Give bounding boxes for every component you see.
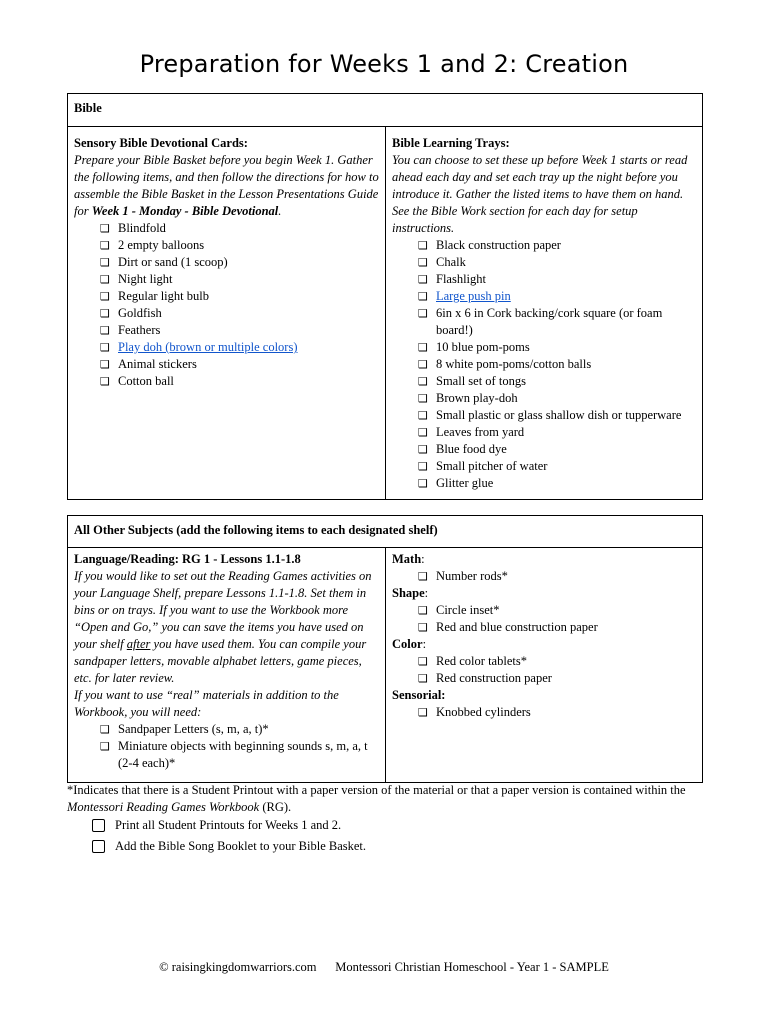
checklist-item [418,458,696,475]
checklist-item [418,704,696,721]
item-link[interactable]: Large push pin [436,289,511,303]
checkbox-icon[interactable]: ❑ [100,740,110,753]
checklist-item [418,619,696,636]
checklist-item [100,271,379,288]
checkbox-icon[interactable]: ❑ [100,723,110,736]
item-label: Animal stickers [118,357,197,371]
page-title: Preparation for Weeks 1 and 2: Creation [139,50,629,78]
item-label: Small plastic or glass shallow dish or tupperware [436,408,682,422]
checklist-item [100,373,379,390]
checklist-item [100,322,379,339]
item-label: Red construction paper [436,671,552,685]
checklist-item [100,356,379,373]
checkbox-icon[interactable]: ❑ [100,358,110,371]
checkbox-icon[interactable]: ❑ [100,375,110,388]
checkbox-icon[interactable]: ❑ [418,621,428,634]
bible-header: Bible [68,94,703,127]
item-label: Small pitcher of water [436,459,548,473]
checklist-item [418,670,696,687]
math-checklist [392,568,696,585]
item-label: Goldfish [118,306,162,320]
item-label: Chalk [436,255,466,269]
asterisk-note [67,782,707,816]
item-label: Dirt or sand (1 scoop) [118,255,228,269]
trays-title: Bible Learning Trays: [392,136,510,150]
checklist-item [100,721,379,738]
note-text: *Indicates that there is a Student Printout with a paper version of the material or that a paper version is contained within the [67,783,686,797]
footer-site: © raisingkingdomwarriors.com [159,960,317,974]
checkbox-icon[interactable]: ❑ [100,256,110,269]
footer-caption: Montessori Christian Homeschool - Year 1 - SAMPLE [335,960,609,974]
checklist-item [418,407,696,424]
checklist-item [418,237,696,254]
devotional-checklist [74,220,379,390]
checklist-item [418,254,696,271]
item-label: Flashlight [436,272,487,286]
checkbox-icon[interactable]: ❑ [418,426,428,439]
checkbox-icon[interactable]: ❑ [418,443,428,456]
item-label: Sandpaper Letters (s, m, a, t)* [118,722,269,736]
checkbox-icon[interactable]: ❑ [418,375,428,388]
checklist-item [418,373,696,390]
color-heading: Color: [392,637,427,651]
checkbox-icon[interactable]: ❑ [418,570,428,583]
language-checklist [74,721,379,772]
checklist-item [100,237,379,254]
checklist-item [418,305,696,339]
item-link[interactable]: Play doh (brown or multiple colors) [118,340,298,354]
todo-add-song-booklet[interactable] [92,838,692,855]
checklist-item [418,356,696,373]
item-label: Night light [118,272,173,286]
checkbox-icon[interactable]: ❑ [418,341,428,354]
page-footer [0,959,768,976]
checklist-item [418,271,696,288]
note-italic: Montessori Reading Games Workbook [67,800,260,814]
trays-checklist [392,237,696,492]
checkbox-icon[interactable]: ❑ [418,307,428,320]
checklist-item [418,568,696,585]
devotional-intro-end: . [278,204,282,218]
checkbox-icon[interactable]: ❑ [418,392,428,405]
checkbox-icon[interactable]: ❑ [418,477,428,490]
checkbox-icon[interactable]: ❑ [100,341,110,354]
devotional-intro [74,152,379,220]
item-label: Knobbed cylinders [436,705,531,719]
checkbox-icon[interactable]: ❑ [100,307,110,320]
checkbox-icon[interactable]: ❑ [418,358,428,371]
checkbox-icon[interactable]: ❑ [418,460,428,473]
item-label: Glitter glue [436,476,494,490]
item-label: Blindfold [118,221,166,235]
checkbox-icon[interactable]: ❑ [100,222,110,235]
checkbox-icon[interactable]: ❑ [100,290,110,303]
sensorial-label: Sensorial: [392,688,446,702]
checklist-item [418,424,696,441]
todo-checkbox[interactable] [92,819,105,832]
checklist-item [100,305,379,322]
checkbox-icon[interactable]: ❑ [418,655,428,668]
checklist-item [418,390,696,407]
language-intro-rest: you have used them. You can compile your sandpaper letters, movable alphabet letters, game pieces, etc. for later review. [74,637,367,685]
subjects-header: All Other Subjects (add the following items to each designated shelf) [68,516,703,548]
checklist-item [418,475,696,492]
checklist-item [418,339,696,356]
checkbox-icon[interactable]: ❑ [100,273,110,286]
checklist-item [100,288,379,305]
language-cell [68,548,386,783]
checklist-item [418,653,696,670]
note-end: (RG). [259,800,292,814]
item-label: Number rods* [436,569,508,583]
checklist-item [100,339,379,356]
language-intro [74,568,379,687]
devotional-title: Sensory Bible Devotional Cards: [74,136,248,150]
item-label: Regular light bulb [118,289,209,303]
sensorial-checklist [392,704,696,721]
item-label: Circle inset* [436,603,500,617]
checkbox-icon[interactable]: ❑ [418,290,428,303]
item-label: Red and blue construction paper [436,620,598,634]
checkbox-icon[interactable]: ❑ [418,239,428,252]
shelf-cell [386,548,703,783]
checkbox-icon[interactable]: ❑ [418,409,428,422]
item-label: Blue food dye [436,442,507,456]
language-intro-2: If you want to use “real” materials in addition to the Workbook, you will need: [74,688,339,719]
shape-checklist [392,602,696,636]
item-label: Black construction paper [436,238,561,252]
item-label: Leaves from yard [436,425,525,439]
checkbox-icon[interactable]: ❑ [418,672,428,685]
item-label: Cotton ball [118,374,174,388]
item-label: 10 blue pom-poms [436,340,530,354]
item-label: Brown play-doh [436,391,518,405]
item-label: 8 white pom-poms/cotton balls [436,357,592,371]
item-label: 2 empty balloons [118,238,205,252]
checklist-item [418,288,696,305]
shape-label: Shape [392,586,425,600]
math-label: Math [392,552,422,566]
language-intro-underline: after [126,637,151,651]
language-intro-text: If you would like to set out the Reading Games activities on your Language Shelf, prepare Lessons 1.1-1.8. Set them in bins or on trays. If you want to use the Workbook more “Open and Go,” you can save the items you have used on your shelf [74,569,372,651]
bible-table [67,93,703,500]
trays-intro: You can choose to set these up before Week 1 starts or read ahead each day and set each tray up the night before you introduce it. Gather the listed items to have them on hand. See the Bible Work section for each day for setup instructions. [392,153,688,235]
todo-label: Add the Bible Song Booklet to your Bible Basket. [115,839,367,853]
item-label: Feathers [118,323,161,337]
checkbox-icon[interactable]: ❑ [418,706,428,719]
checkbox-icon[interactable]: ❑ [418,273,428,286]
subjects-table [67,515,703,783]
devotional-intro-text: Prepare your Bible Basket before you begin Week 1. Gather the following items, and then follow the directions for how to assemble the Bible Basket in the Lesson Presentations Guide for [74,153,379,218]
item-label: 6in x 6 in Cork backing/cork square (or foam board!) [436,306,663,337]
devotional-cell [68,127,386,500]
math-heading: Math: [392,552,425,566]
checklist-item [100,220,379,237]
checklist-item [100,254,379,271]
checkbox-icon[interactable]: ❑ [418,604,428,617]
checkbox-icon[interactable]: ❑ [100,324,110,337]
shape-heading: Shape: [392,586,429,600]
checkbox-icon[interactable]: ❑ [418,256,428,269]
trays-cell [386,127,703,500]
item-label: Red color tablets* [436,654,527,668]
todo-print-printouts[interactable] [92,817,692,834]
language-title: Language/Reading: RG 1 - Lessons 1.1-1.8 [74,552,301,566]
todo-label: Print all Student Printouts for Weeks 1 and 2. [115,818,342,832]
checkbox-icon[interactable]: ❑ [100,239,110,252]
item-label: Small set of tongs [436,374,526,388]
item-label: Miniature objects with beginning sounds s, m, a, t (2-4 each)* [118,739,368,770]
checklist-item [418,602,696,619]
checklist-item [418,441,696,458]
todo-checkbox[interactable] [92,840,105,853]
devotional-intro-bold: Week 1 - Monday - Bible Devotional [91,204,279,218]
color-label: Color [392,637,423,651]
checklist-item [100,738,379,772]
color-checklist [392,653,696,687]
